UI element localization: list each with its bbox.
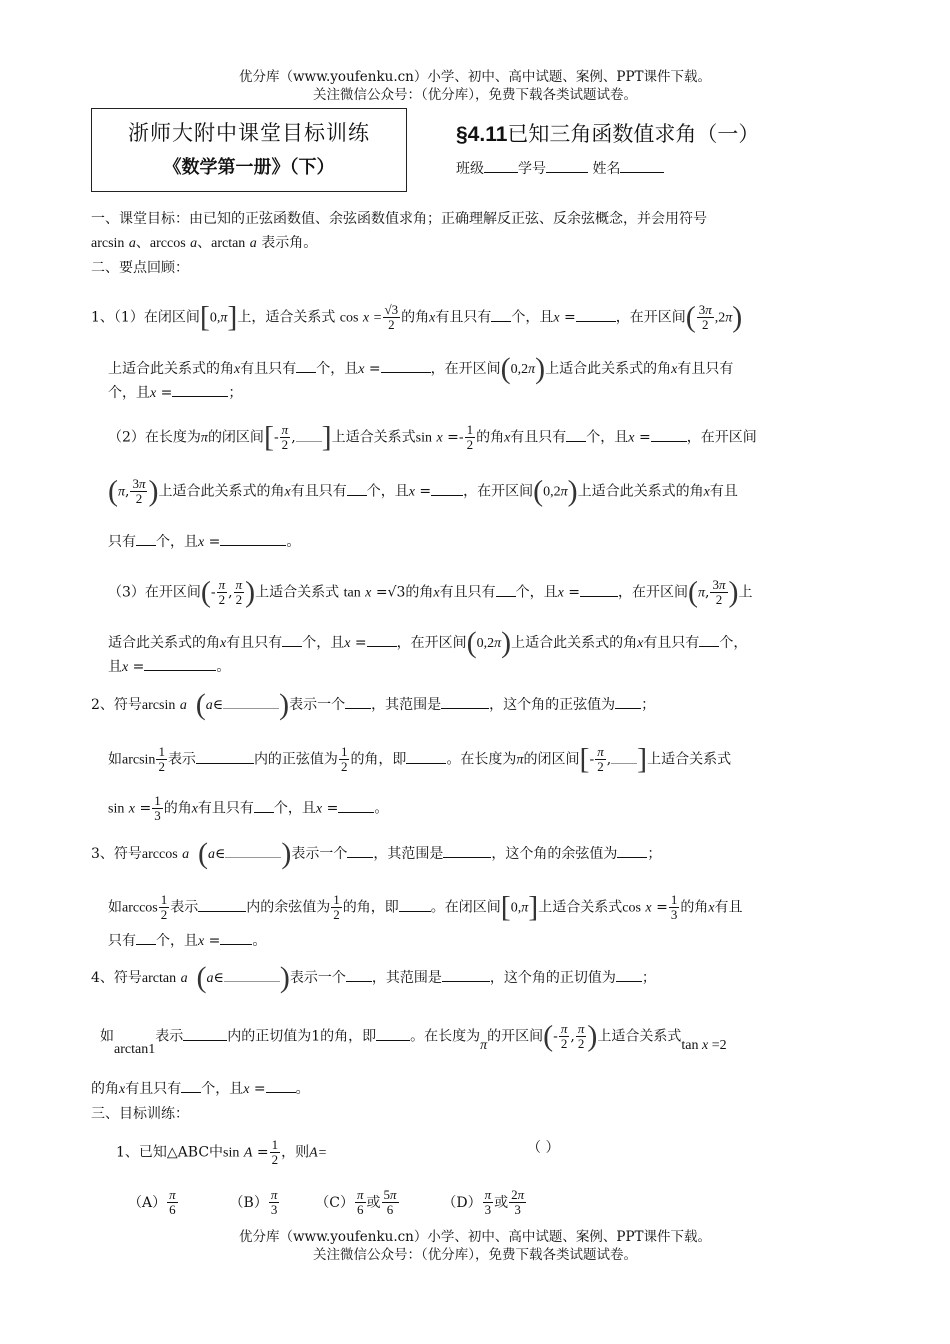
q3-blank-1[interactable]: [347, 843, 373, 858]
q1-2-line-3: 只有 个，且x = 。: [108, 531, 300, 553]
q1-1-line-3: 个，且x = ；: [108, 382, 242, 404]
q1-1-line-1: 1、（1）在闭区间[0,π]上，适合关系式 cos x = $\frac{√3}{2}$ 的角x有且只有 个，且x = ，在开区间( $\frac{3\pi}{2}$ ,2π): [91, 300, 743, 334]
q4-line-1: 4、符号arctan a (a∈ )表示一个 ，其范围是 ，这个角的正切值为 ；: [91, 961, 656, 994]
q2-line-3: sin x = $\frac{1}{3}$ 的角x有且只有 个，且x = 。: [108, 793, 389, 823]
q4-line-2: 如arctan1表示 内的正切值为1的角，即 。在长度为π的开区间(- $\frac{\pi}{2}$ , $\frac{\pi}{2}$ )上适合关系式tan x =2: [100, 1019, 727, 1057]
section-3-title: 三、目标训练：: [91, 1106, 189, 1122]
lesson-number: §4.11: [456, 123, 508, 146]
section-2-title: 二、要点回顾：: [91, 260, 189, 276]
q3-line-3: 只有 个，且x = 。: [108, 930, 266, 952]
t1-option-d[interactable]: （D） $\frac{\pi}{3}$ 或 $\frac{2\pi}{3}$: [442, 1187, 525, 1217]
q3-blank-2[interactable]: [443, 843, 491, 858]
q4-blank-7[interactable]: [266, 1078, 296, 1093]
q1-3-blank-4[interactable]: [367, 632, 397, 647]
q2-blank-5[interactable]: [406, 749, 446, 764]
footer-line-2: 关注微信公众号：（优分库），免费下载各类试题试卷。: [313, 1247, 637, 1263]
q1-1-blank-5[interactable]: [172, 382, 228, 397]
objective-line-1: 一、课堂目标：由已知的正弦函数值、余弦函数值求角；正确理解反正弦、反余弦概念，并会用符号: [91, 211, 707, 227]
title-box: [91, 108, 407, 192]
q1-3-line-1: （3）在开区间(- $\frac{\pi}{2}$ , $\frac{\pi}{2}$ )上适合关系式 tan x =√3的角x有且只有 个，且x = ，在开区间(π, $\frac{3\pi}{2}$ )上: [108, 575, 753, 609]
q1-2-blank-5[interactable]: [136, 531, 156, 546]
q3-blank-7[interactable]: [220, 930, 252, 945]
q4-blank-2[interactable]: [442, 967, 490, 982]
footer-line-1: 优分库（www.youfenku.cn）小学、初中、高中试题、案例、PPT课件下载。: [238, 1229, 712, 1245]
q1-1-blank-2[interactable]: [576, 307, 616, 322]
q3-blank-5[interactable]: [399, 897, 431, 912]
q1-2-blank-3[interactable]: [347, 481, 367, 496]
objective-tail: 表示角。: [261, 235, 318, 251]
lesson-title-text: 已知三角函数值求角（一）: [507, 122, 760, 146]
q3-blank-6[interactable]: [136, 930, 156, 945]
t1-question: 1、已知△ABC中sin A = $\frac{1}{2}$ ，则A=: [116, 1137, 328, 1167]
q1-1-blank-1[interactable]: [491, 307, 511, 322]
q4-line-3: 的角x有且只有 个，且x = 。: [91, 1078, 310, 1100]
q2-blank-2[interactable]: [441, 694, 489, 709]
q2-line-1: 2、符号arcsin a (a∈ )表示一个 ，其范围是 ，这个角的正弦值为 ；: [91, 688, 656, 721]
t1-option-c[interactable]: （C） $\frac{\pi}{6}$ 或 $\frac{5\pi}{6}$: [315, 1187, 397, 1217]
q4-blank-3[interactable]: [616, 967, 642, 982]
objective-line-2: arcsin a、arccos a、arctan a 表示角。: [91, 235, 318, 251]
q1-2-blank-1[interactable]: [566, 427, 586, 442]
title-box-line-2: 《数学第一册》（下）: [163, 157, 335, 178]
q1-1-line-2: 上适合此关系式的角x有且只有 个，且x = ，在开区间(0,2π)上适合此关系式的角x有且只有: [108, 352, 734, 385]
q2-blank-6[interactable]: [254, 798, 274, 813]
q4-blank-4[interactable]: [183, 1026, 227, 1041]
q1-1-blank-4[interactable]: [381, 358, 431, 373]
header-line-2: 关注微信公众号：（优分库），免费下载各类试题试卷。: [313, 87, 637, 103]
class-blank[interactable]: [484, 158, 518, 173]
q1-3-blank-5[interactable]: [699, 632, 719, 647]
q1-3-line-2: 适合此关系式的角x有且只有 个，且x = ，在开区间(0,2π)上适合此关系式的角x有且只有 个，: [108, 626, 748, 659]
t1-option-b[interactable]: （B） $\frac{\pi}{3}$: [229, 1187, 278, 1217]
q3-blank-3[interactable]: [617, 843, 647, 858]
q1-2-blank-4[interactable]: [431, 481, 463, 496]
lesson-title: [456, 118, 759, 148]
q2-blank-3[interactable]: [615, 694, 641, 709]
q2-blank-1[interactable]: [345, 694, 371, 709]
t1-answer-paren[interactable]: （ ）: [527, 1140, 560, 1156]
q1-3-blank-1[interactable]: [496, 582, 516, 597]
student-info-line: [456, 158, 664, 178]
q1-3-line-3: 且x = 。: [108, 656, 230, 678]
q2-blank-4[interactable]: [196, 749, 254, 764]
q1-3-blank-2[interactable]: [580, 582, 618, 597]
t1-options: [128, 1188, 527, 1217]
id-blank[interactable]: [546, 158, 588, 173]
q1-3-blank-6[interactable]: [144, 656, 216, 671]
class-label: 班级: [456, 161, 484, 177]
q3-line-1: 3、符号arccos a (a∈ )表示一个 ，其范围是 ，这个角的余弦值为 ；: [91, 837, 662, 870]
q3-blank-4[interactable]: [198, 897, 246, 912]
q1-2-blank-6[interactable]: [220, 531, 286, 546]
q2-blank-7[interactable]: [338, 798, 374, 813]
q4-blank-6[interactable]: [181, 1078, 201, 1093]
q4-blank-1[interactable]: [346, 967, 372, 982]
q1-2-line-1: （2）在长度为π的闭区间[- $\frac{\pi}{2}$ , ]上适合关系式sin x =- $\frac{1}{2}$ 的角x有且只有 个，且x = ，在开区间: [108, 420, 757, 454]
header-line-1: 优分库（www.youfenku.cn）小学、初中、高中试题、案例、PPT课件下载。: [238, 69, 712, 85]
name-blank[interactable]: [620, 158, 664, 173]
q1-2-blank-2[interactable]: [651, 427, 687, 442]
q2-line-2: 如arcsin $\frac{1}{2}$ 表示 内的正弦值为 $\frac{1}{2}$ 的角，即 。在长度为π的闭区间[- $\frac{\pi}{2}$ , ]上适合关系式: [108, 742, 732, 776]
q4-blank-5[interactable]: [376, 1026, 410, 1041]
q1-2-line-2: (π, $\frac{3\pi}{2}$ )上适合此关系式的角x有且只有 个，且x = ，在开区间(0,2π)上适合此关系式的角x有且: [108, 474, 738, 508]
title-box-line-1: 浙师大附中课堂目标训练: [128, 121, 370, 145]
id-label: 学号: [518, 161, 546, 177]
t1-option-a[interactable]: （A） $\frac{\pi}{6}$: [128, 1187, 176, 1217]
q1-1-blank-3[interactable]: [296, 358, 316, 373]
q1-3-blank-3[interactable]: [282, 632, 302, 647]
q3-line-2: 如arccos $\frac{1}{2}$ 表示 内的余弦值为 $\frac{1}{2}$ 的角，即 。在闭区间[0,π]上适合关系式cos x = $\frac{1}{3}$ 的角x有且: [108, 890, 743, 924]
name-label: 姓名: [592, 161, 621, 177]
